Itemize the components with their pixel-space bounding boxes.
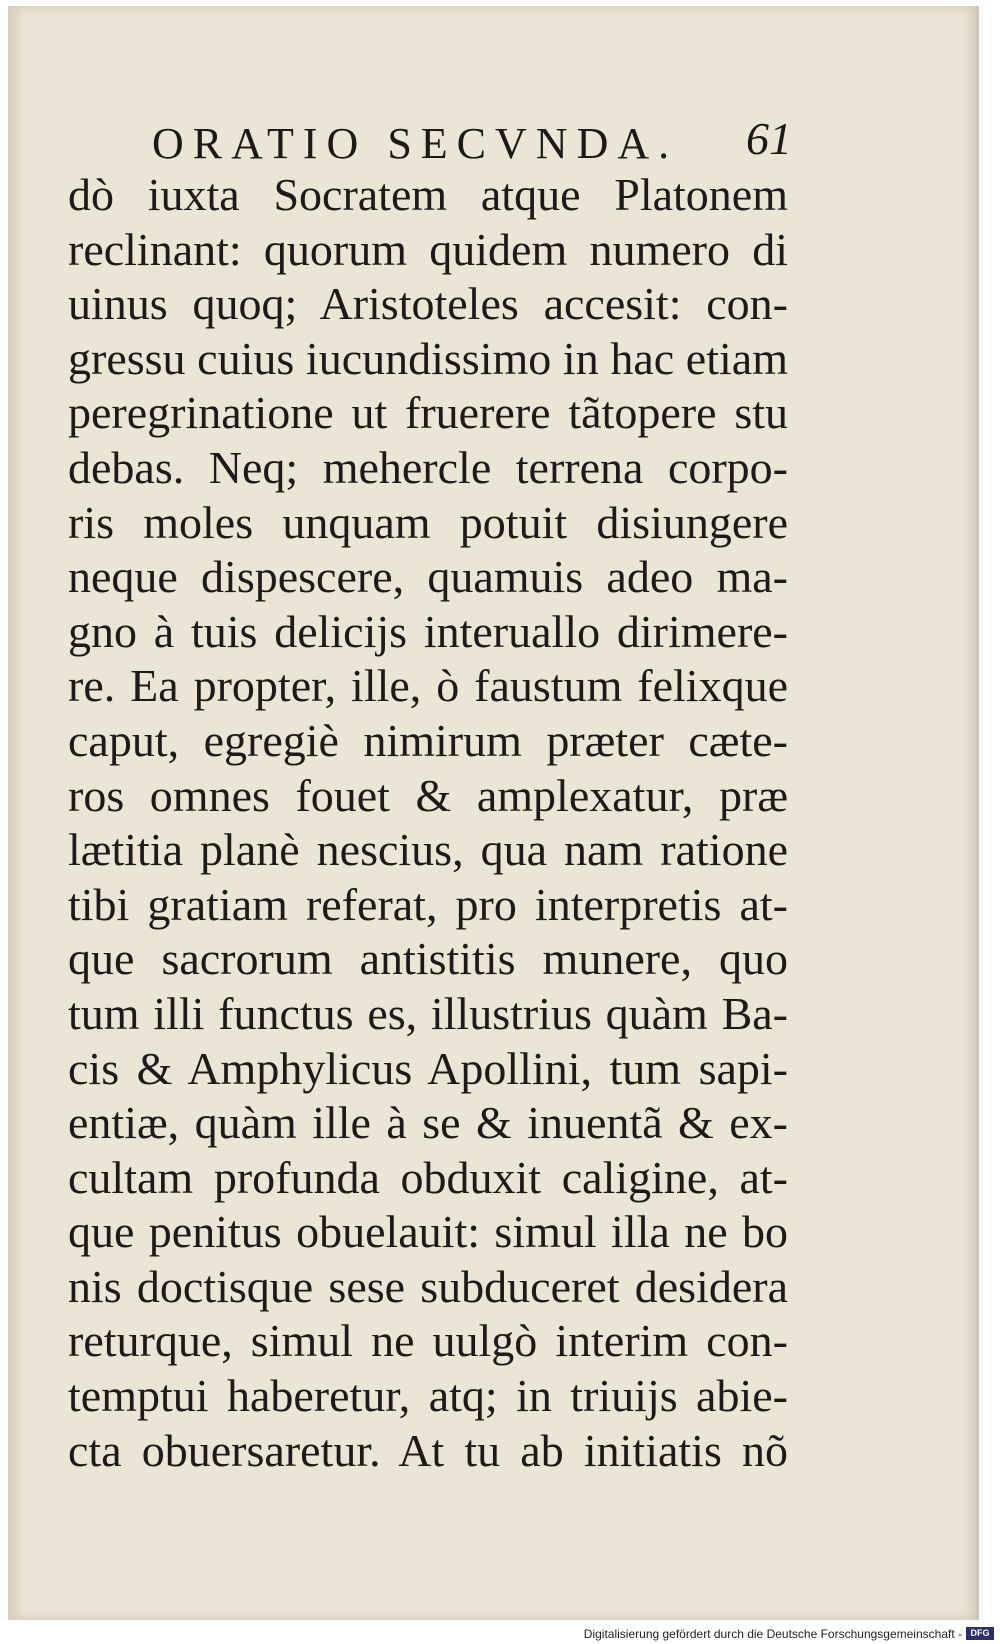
text-line-19: cultam profunda obduxit caligine, at- [68,1151,788,1203]
text-line-18: entiæ, quàm ille à se & inuentã & ex- [68,1097,788,1149]
text-line-4: gressu cuius iucundissimo in hac etiam [68,332,788,384]
text-line-6: debas. Neq; mehercle terrena corpo- [68,441,788,493]
text-line-22: returque, simul ne uulgò interim con- [68,1315,788,1367]
text-line-16: tum illi functus es, illustrius quàm Ba- [68,987,788,1039]
text-line-9: gno à tuis delicijs interuallo dirimere- [68,605,788,657]
text-line-8: neque dispescere, quamuis adeo ma- [68,551,788,603]
text-line-5: peregrinatione ut fruerere tãtopere stu [68,387,788,439]
text-line-7: ris moles unquam potuit disiungere [68,496,788,548]
text-line-10: re. Ea propter, ille, ò faustum felixque [68,660,788,712]
text-line-17: cis & Amphylicus Apollini, tum sapi- [68,1042,788,1094]
footer-bar [0,1624,1000,1644]
dfg-logo: DFG [966,1627,994,1640]
text-line-12: ros omnes fouet & amplexatur, præ [68,769,788,821]
body-text [68,168,788,1478]
text-line-14: tibi gratiam referat, pro interpretis at- [68,878,788,930]
page-header [152,112,792,168]
running-title: ORATIO SECVNDA. [152,119,679,168]
text-line-21: nis doctisque sese subduceret desidera [68,1260,788,1312]
text-line-13: lætitia planè nescius, qua nam ratione [68,824,788,876]
page-gutter-shadow [8,6,22,1620]
text-line-3: uinus quoq; Aristoteles accesit: con- [68,278,788,330]
text-line-20: que penitus obuelauit: simul illa ne bo [68,1206,788,1258]
text-line-15: que sacrorum antistitis munere, quo [68,933,788,985]
text-line-2: reclinant: quorum quidem numero di [68,223,788,275]
text-line-1: dò iuxta Socratem atque Platonem [68,169,788,220]
page-number: 61 [746,113,792,164]
funding-notice: Digitalisierung gefördert durch die Deutsche Forschungsgemeinschaft - [583,1627,962,1641]
text-line-24: cta obuersaretur. At tu ab initiatis nõ [68,1424,788,1476]
text-line-23: temptui haberetur, atq; in triuijs abie- [68,1370,788,1422]
text-line-11: caput, egregiè nimirum præter cæte- [68,714,788,766]
